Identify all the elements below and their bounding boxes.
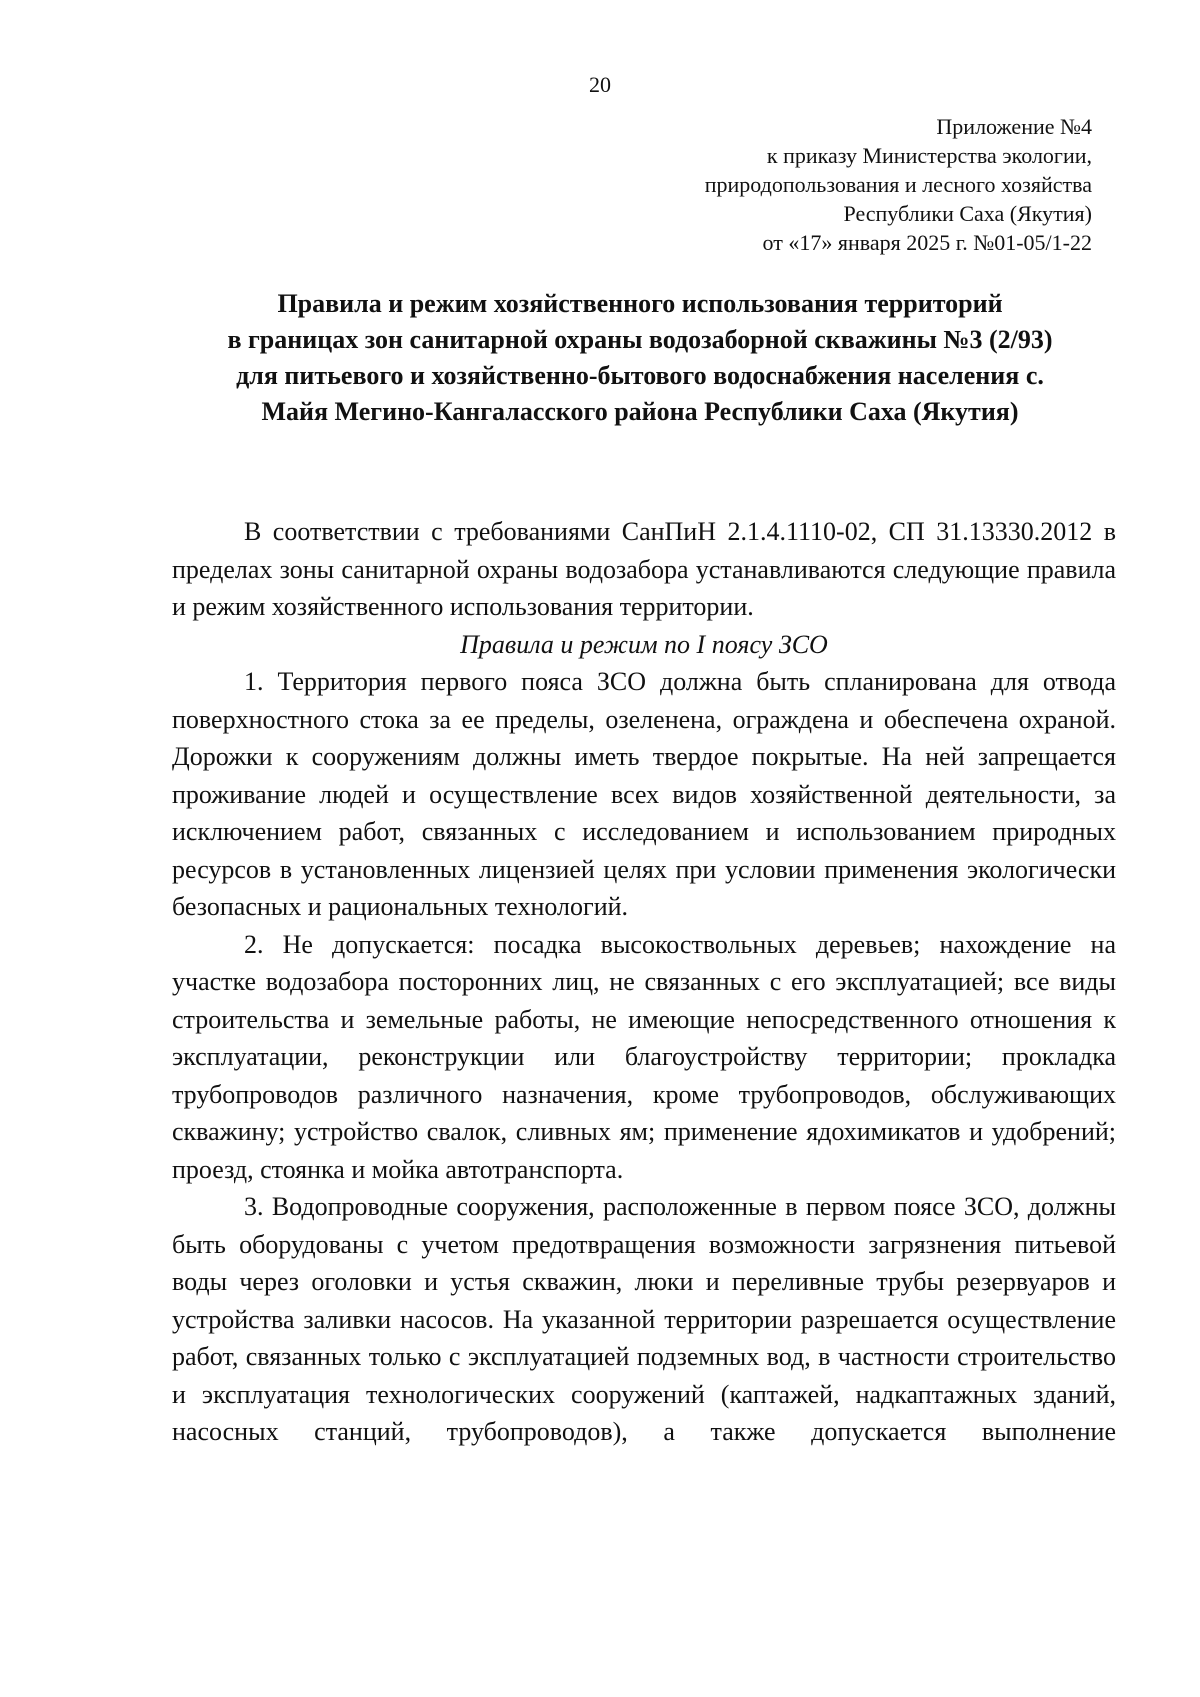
paragraph-1: 1. Территория первого пояса ЗСО должна быть спланирована для отвода поверхностного стока за ее пределы, озеленена, ограждена и обеспечена охраной. Дорожки к сооружениям должны иметь твердое покрытые. На ней запрещается проживание людей и осуществление всех видов хозяйственной деятельности, за исключением работ, связанных с исследованием и использованием природных ресурсов в установленных лицензией целях при условии применения экологически безопасных и рациональных технологий. <box>172 667 1116 921</box>
appendix-line: от «17» января 2025 г. №01-05/1-22 <box>762 230 1092 255</box>
title-line: для питьевого и хозяйственно-бытового водоснабжения населения с. <box>236 361 1044 390</box>
intro-paragraph: В соответствии с требованиями СанПиН 2.1.4.1110-02, СП 31.13330.2012 в пределах зоны санитарной охраны водозабора устанавливаются следующие правила и режим хозяйственного использования территории. <box>172 517 1116 621</box>
title-line: в границах зон санитарной охраны водозаборной скважины №3 (2/93) <box>227 325 1053 354</box>
title-line: Правила и режим хозяйственного использования территорий <box>277 289 1003 318</box>
title-line: Майя Мегино-Кангаласского района Республики Саха (Якутия) <box>261 397 1019 426</box>
appendix-line: природопользования и лесного хозяйства <box>704 172 1092 197</box>
section-heading: Правила и режим по I поясу ЗСО <box>460 629 828 659</box>
appendix-header <box>472 112 1092 257</box>
document-title <box>160 286 1120 430</box>
appendix-line: Приложение №4 <box>936 114 1092 139</box>
appendix-line: к приказу Министерства экологии, <box>766 143 1092 168</box>
paragraph-2: 2. Не допускается: посадка высокоствольных деревьев; нахождение на участке водозабора посторонних лиц, не связанных с его эксплуатацией; все виды строительства и земельные работы, не имеющие непосредственного отношения к эксплуатации, реконструкции или благоустройству территории; прокладка трубопроводов различного назначения, кроме трубопроводов, обслуживающих скважину; устройство свалок, сливных ям; применение ядохимикатов и удобрений; проезд, стоянка и мойка автотранспорта. <box>172 929 1116 1184</box>
page-number: 20 <box>589 72 611 97</box>
paragraph-3: 3. Водопроводные сооружения, расположенные в первом поясе ЗСО, должны быть оборудованы с учетом предотвращения возможности загрязнения питьевой воды через оголовки и устья скважин, люки и переливные трубы резервуаров и устройства заливки насосов. На указанной территории разрешается осуществление работ, связанных только с эксплуатацией подземных вод, в частности строительство и эксплуатация технологических сооружений (каптажей, надкаптажных зданий, насосных станций, трубопроводов), а также допускается выполнение <box>172 1192 1116 1446</box>
appendix-line: Республики Саха (Якутия) <box>843 201 1092 226</box>
document-body <box>172 513 1116 1451</box>
